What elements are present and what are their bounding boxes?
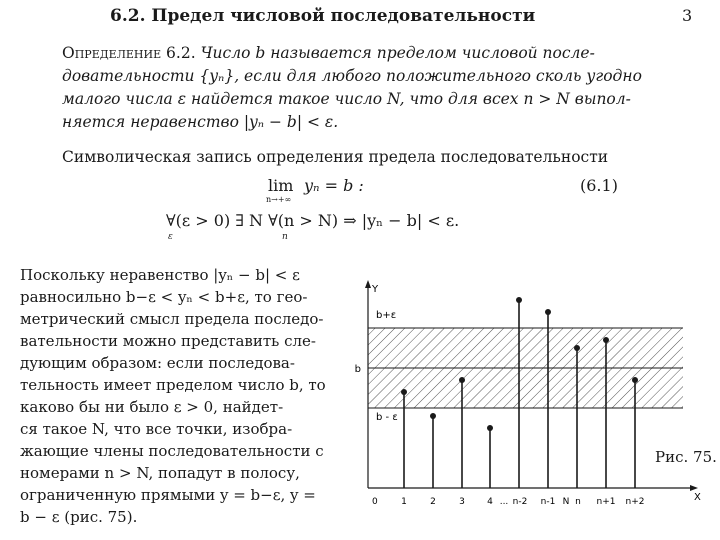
definition-line-4: няется неравенство |yₙ − b| < ε. — [62, 113, 339, 131]
explanation-line-11: ограниченную прямыми y = b−ε, y = — [20, 486, 316, 504]
point-n+1 — [603, 337, 609, 343]
point-n+2 — [632, 377, 638, 383]
label-b: b — [354, 364, 361, 375]
explanation-line-3: метрический смысл предела последо- — [20, 310, 324, 328]
lim-expression: yₙ = b : — [304, 176, 364, 195]
y-axis-arrow — [365, 280, 371, 288]
explanation-line-9: жающие члены последовательности с — [20, 442, 324, 460]
point-n-2 — [516, 297, 522, 303]
tick-label-N: N — [562, 497, 570, 507]
tick-label-...: ... — [499, 497, 509, 507]
quantifier-formula: ∀(ε > 0) ∃ N ∀(n > N) ⇒ |yₙ − b| < ε. — [166, 211, 460, 230]
tick-label-n+2: n+2 — [625, 497, 645, 507]
label-b-plus-eps: b+ε — [376, 310, 397, 321]
point-n — [574, 345, 580, 351]
label-b-minus-eps: b - ε — [376, 412, 398, 423]
page-number: 3 — [682, 6, 693, 25]
point-2 — [430, 413, 436, 419]
point-4 — [487, 425, 493, 431]
point-n-1 — [545, 309, 551, 315]
section-title: 6.2. Предел числовой последовательности — [110, 6, 536, 26]
definition-line-3: малого числа ε найдется такое число N, что для всех n > N выпол- — [62, 90, 631, 108]
tick-label-n-2: n-2 — [512, 497, 528, 507]
tick-label-1: 1 — [401, 497, 407, 507]
tick-label-n: n — [575, 497, 581, 507]
forall-subscript-n: n — [282, 232, 288, 242]
origin-label: 0 — [372, 497, 378, 507]
explanation-line-5: дующим образом: если последова- — [20, 354, 295, 372]
explanation-line-12: b − ε (рис. 75). — [20, 508, 138, 526]
tick-label-4: 4 — [487, 497, 493, 507]
tick-label-n-1: n-1 — [540, 497, 556, 507]
y-axis-label: Y — [372, 284, 379, 295]
point-3 — [459, 377, 465, 383]
tick-label-n+1: n+1 — [596, 497, 616, 507]
forall-subscript-eps: ε — [168, 232, 173, 242]
explanation-line-4: вательности можно представить сле- — [20, 332, 316, 350]
explanation-line-1: Поскольку неравенство |yₙ − b| < ε — [20, 266, 300, 284]
lim-subscript: n→+∞ — [266, 195, 292, 204]
tick-label-3: 3 — [459, 497, 465, 507]
definition-head: Определение 6.2. — [62, 44, 196, 62]
x-axis-arrow — [690, 485, 698, 491]
point-1 — [401, 389, 407, 395]
explanation-line-2: равносильно b−ε < yₙ < b+ε, то гео- — [20, 288, 308, 306]
symbolic-intro: Символическая запись определения предела последовательности — [62, 148, 609, 166]
tick-label-2: 2 — [430, 497, 436, 507]
explanation-line-6: тельность имеет пределом число b, то — [20, 376, 326, 394]
definition-text-1: Число b называется пределом числовой после- — [200, 44, 595, 62]
explanation-line-8: ся такое N, что все точки, изобра- — [20, 420, 293, 438]
x-axis-label: X — [694, 492, 701, 503]
figure-caption: Рис. 75. — [655, 448, 717, 466]
explanation-line-10: номерами n > N, попадут в полосу, — [20, 464, 300, 482]
lim-word: lim — [268, 176, 294, 195]
explanation-line-7: каково бы ни было ε > 0, найдет- — [20, 398, 284, 416]
definition-line-2: довательности {yₙ}, если для любого положительного сколь угодно — [62, 67, 642, 85]
equation-number: (6.1) — [580, 176, 618, 195]
